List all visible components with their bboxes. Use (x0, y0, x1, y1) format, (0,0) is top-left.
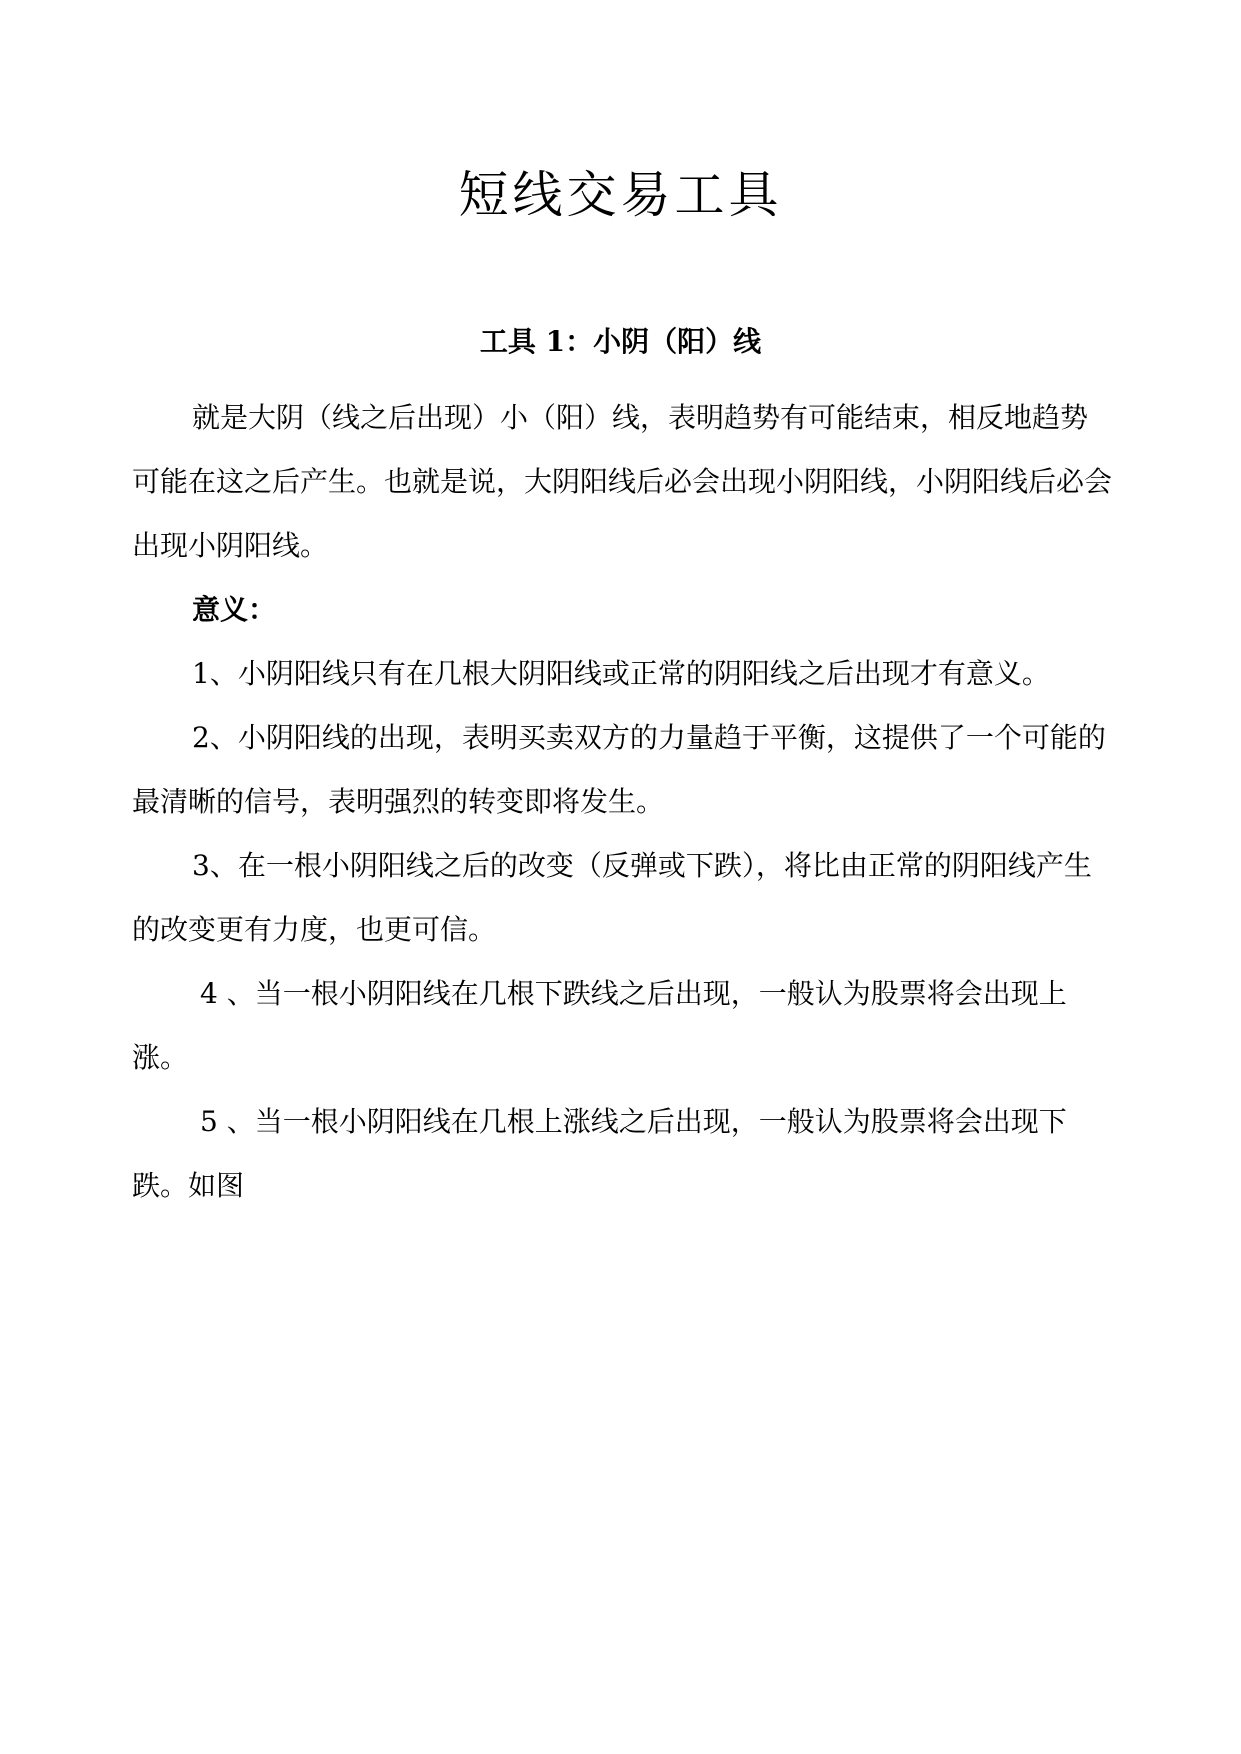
section-heading (0, 322, 1241, 362)
list-item-3: 3、在一根小阴阳线之后的改变（反弹或下跌），将比由正常的阴阳线产生的改变更有力度，也更可信。 (132, 849, 1092, 946)
section-heading-text: 小阴（阳）线 (593, 325, 762, 358)
list-item-4: 4 、当一根小阴阳线在几根下跌线之后出现，一般认为股票将会出现上涨。 (132, 977, 1067, 1074)
meaning-label: 意义： (192, 593, 277, 626)
list-item-5: 5 、当一根小阴阳线在几根上涨线之后出现，一般认为股票将会出现下跌。如图 (132, 1105, 1067, 1202)
intro-paragraph: 就是大阴（线之后出现）小（阳）线，表明趋势有可能结束，相反地趋势可能在这之后产生。也就是说，大阴阳线后必会出现小阴阳线，小阴阳线后必会出现小阴阳线。 (132, 401, 1113, 562)
meaning-label-line (132, 578, 1112, 642)
list-item-2: 2、小阴阳线的出现，表明买卖双方的力量趋于平衡，这提供了一个可能的最清晰的信号，表明强烈的转变即将发生。 (132, 721, 1106, 818)
document-title: 短线交易工具 (458, 166, 783, 224)
list-item-1: 1、小阴阳线只有在几根大阴阳线或正常的阴阳线之后出现才有意义。 (192, 657, 1050, 690)
section-heading-label: 工具 1： (479, 325, 594, 358)
document-body (132, 386, 1112, 1218)
